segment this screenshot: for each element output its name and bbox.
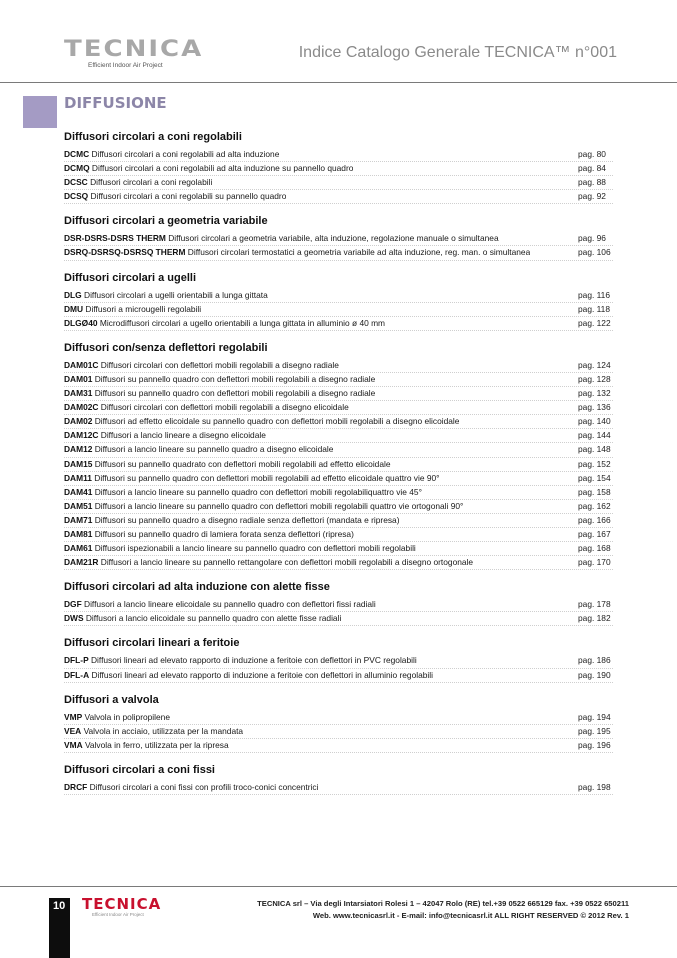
page-reference: pag. 124 <box>578 359 611 370</box>
product-description: Diffusori ispezionabili a lancio lineare su pannello quadro con deflettori mobili regolabili <box>94 543 416 554</box>
page-title: Indice Catalogo Generale TECNICA™ n°001 <box>298 44 617 61</box>
page-reference: pag. 92 <box>578 191 606 202</box>
page-reference: pag. 196 <box>578 739 611 750</box>
product-code: DCSC <box>64 177 88 188</box>
product-description: Valvola in polipropilene <box>84 711 170 722</box>
product-description: Valvola in acciaio, utilizzata per la mandata <box>83 725 244 736</box>
index-entry[interactable] <box>64 148 613 162</box>
index-entry[interactable] <box>64 528 613 542</box>
product-description: Diffusori ad effetto elicoidale su pannello quadro con deflettori mobili regolabili a disegno elicoidale <box>94 416 460 427</box>
index-entry[interactable] <box>64 246 613 260</box>
page-reference: pag. 166 <box>578 514 611 525</box>
page-reference: pag. 96 <box>578 233 606 244</box>
index-entry[interactable] <box>64 472 613 486</box>
product-code: DAM02C <box>64 402 99 413</box>
product-description: Diffusori a lancio elicoidale su pannello quadro con alette fisse radiali <box>85 613 342 624</box>
product-code: DAM02 <box>64 416 93 427</box>
group-title: Diffusori a valvola <box>64 693 159 706</box>
entry-text <box>64 246 530 259</box>
page-reference: pag. 186 <box>578 655 611 666</box>
index-entry[interactable] <box>64 669 613 683</box>
index-entry[interactable] <box>64 781 613 795</box>
group-title: Diffusori con/senza deflettori regolabili <box>64 341 268 354</box>
index-entry[interactable] <box>64 176 613 190</box>
product-code: DGF <box>64 599 82 610</box>
product-description: Diffusori a lancio lineare su pannello quadro con deflettori mobili regolabili quattro vie ortogonali 90° <box>94 500 464 511</box>
product-description: Diffusori su pannello quadro con deflettori mobili regolabili a disegno radiale <box>94 388 376 399</box>
product-code: DLGØ40 <box>64 317 98 328</box>
index-entry[interactable] <box>64 317 613 331</box>
group-title: Diffusori circolari ad alta induzione con alette fisse <box>64 581 330 594</box>
footer-logo-tagline: Efficient Indoor Air Project <box>92 912 144 917</box>
product-code: DAM01C <box>64 359 99 370</box>
product-description: Microdiffusori circolari a ugello orientabili a lunga gittata in alluminio ø 40 mm <box>99 317 386 328</box>
index-entry[interactable] <box>64 739 613 753</box>
product-code: DRCF <box>64 781 88 792</box>
page-reference: pag. 198 <box>578 781 611 792</box>
product-description: Diffusori circolari a coni regolabili su pannello quadro <box>90 191 287 202</box>
page-reference: pag. 128 <box>578 373 611 384</box>
page-reference: pag. 132 <box>578 388 611 399</box>
group-title: Diffusori circolari a coni fissi <box>64 763 215 776</box>
page-reference: pag. 88 <box>578 177 606 188</box>
index-group <box>64 692 613 753</box>
page-reference: pag. 152 <box>578 458 611 469</box>
section-title: DIFFUSIONE <box>64 94 167 112</box>
product-code: VMP <box>64 711 83 722</box>
page-reference: pag. 190 <box>578 669 611 680</box>
entry-text <box>64 401 349 414</box>
product-description: Diffusori su pannello quadro con deflettori mobili regolabili a disegno radiale <box>94 373 376 384</box>
page-reference: pag. 168 <box>578 543 611 554</box>
page-reference: pag. 178 <box>578 599 611 610</box>
entry-text <box>64 429 266 442</box>
entry-text <box>64 598 376 611</box>
page-reference: pag. 140 <box>578 416 611 427</box>
product-code: DAM15 <box>64 458 93 469</box>
entry-text <box>64 359 339 372</box>
product-description: Diffusori circolari a coni fissi con profili troco-conici concentrici <box>89 781 319 792</box>
entry-text <box>64 443 333 456</box>
product-code: DAM12 <box>64 444 93 455</box>
index-entry[interactable] <box>64 612 613 626</box>
index-entry[interactable] <box>64 486 613 500</box>
footer-contact-info <box>257 898 629 922</box>
product-description: Diffusori a lancio lineare su pannello quadro a disegno elicoidale <box>94 444 334 455</box>
product-code: DAM51 <box>64 500 93 511</box>
product-code: DSR-DSRS-DSRS THERM <box>64 233 166 244</box>
entry-text <box>64 711 170 724</box>
entry-text <box>64 458 391 471</box>
index-entry[interactable] <box>64 654 613 668</box>
product-code: DAM11 <box>64 472 92 483</box>
entry-text <box>64 317 385 330</box>
group-title: Diffusori circolari lineari a feritoie <box>64 637 240 650</box>
entry-text <box>64 148 279 161</box>
index-entry[interactable] <box>64 232 613 246</box>
index-entry[interactable] <box>64 289 613 303</box>
page-reference: pag. 170 <box>578 557 611 568</box>
entry-text <box>64 303 201 316</box>
product-description: Diffusori a lancio lineare a disegno elicoidale <box>100 430 266 441</box>
footer-address: TECNICA srl – Via degli Intarsiatori Rolesi 1 – 42047 Rolo (RE) tel.+39 0522 665129 fax. +39 0522 650211 <box>257 899 629 908</box>
index-group <box>64 270 613 331</box>
product-description: Diffusori circolari a coni regolabili ad alta induzione su pannello quadro <box>91 163 354 174</box>
product-description: Diffusori circolari con deflettori mobili regolabili a disegno radiale <box>100 359 339 370</box>
entry-text <box>64 486 422 499</box>
footer-divider <box>0 886 677 887</box>
product-code: DAM12C <box>64 430 99 441</box>
entry-text <box>64 162 353 175</box>
index-entry[interactable] <box>64 542 613 556</box>
product-description: Diffusori lineari ad elevato rapporto di induzione a feritoie con deflettori in alluminio regolabili <box>91 669 434 680</box>
product-code: DWS <box>64 613 84 624</box>
page-reference: pag. 162 <box>578 500 611 511</box>
product-code: DLG <box>64 289 82 300</box>
product-description: Diffusori su pannello quadro a disegno radiale senza deflettori (mandata e ripresa) <box>94 514 400 525</box>
index-entry[interactable] <box>64 401 613 415</box>
entry-text <box>64 739 229 752</box>
group-title: Diffusori circolari a geometria variabile <box>64 215 268 228</box>
product-description: Diffusori su pannello quadrato con deflettori mobili regolabili ad effetto elicoidale <box>94 458 391 469</box>
page-reference: pag. 144 <box>578 430 611 441</box>
index-entry[interactable] <box>64 373 613 387</box>
logo-tagline: Efficient Indoor Air Project <box>88 62 163 69</box>
product-code: DSRQ-DSRSQ-DSRSQ THERM <box>64 247 186 258</box>
entry-text <box>64 387 375 400</box>
product-description: Diffusori circolari a coni regolabili <box>90 177 213 188</box>
index-entry[interactable] <box>64 359 613 373</box>
page-reference: pag. 118 <box>578 303 610 314</box>
product-code: DFL-A <box>64 669 90 680</box>
page-reference: pag. 182 <box>578 613 611 624</box>
product-code: VMA <box>64 739 83 750</box>
product-description: Valvola in ferro, utilizzata per la ripresa <box>84 739 229 750</box>
index-entry[interactable] <box>64 190 613 204</box>
index-group <box>64 762 613 795</box>
group-title: Diffusori circolari a ugelli <box>64 271 197 284</box>
index-group <box>64 635 613 682</box>
product-code: VEA <box>64 725 82 736</box>
product-description: Diffusori a lancio lineare su pannello rettangolare con deflettori mobili regolabili a disegno ortogonale <box>100 557 474 568</box>
page-reference: pag. 80 <box>578 149 606 159</box>
product-code: DAM71 <box>64 514 93 525</box>
product-code: DCMC <box>64 149 90 159</box>
product-description: Diffusori circolari a ugelli orientabili a lunga gittata <box>84 289 268 300</box>
footer-web: Web. www.tecnicasrl.it - E-mail: info@tecnicasrl.it ALL RIGHT RESERVED © 2012 Rev. 1 <box>312 911 629 920</box>
entry-text <box>64 472 440 485</box>
entry-text <box>64 514 400 527</box>
entry-text <box>64 654 417 667</box>
entry-text <box>64 556 473 569</box>
index-entry[interactable] <box>64 443 613 457</box>
footer-page-number: 10 <box>53 900 66 912</box>
product-description: Diffusori circolari con deflettori mobili regolabili a disegno elicoidale <box>100 402 349 413</box>
product-description: Diffusori su pannello quadro di lamiera forata senza deflettori (ripresa) <box>94 528 354 539</box>
page-reference: pag. 106 <box>578 247 611 258</box>
index-entry[interactable] <box>64 303 613 317</box>
index-group <box>64 213 613 260</box>
entry-text <box>64 542 416 555</box>
footer-logo-wordmark: TECNICA <box>82 895 162 913</box>
page-reference: pag. 158 <box>578 486 611 497</box>
header-divider <box>0 82 677 83</box>
product-description: Diffusori circolari termostatici a geometria variabile ad alta induzione, reg. man. o simultanea <box>187 247 531 258</box>
page-reference: pag. 122 <box>578 317 611 328</box>
index-group <box>64 579 613 626</box>
page-reference: pag. 195 <box>578 725 611 736</box>
index-entry[interactable] <box>64 162 613 176</box>
page-reference: pag. 84 <box>578 163 606 174</box>
product-code: DAM61 <box>64 543 93 554</box>
index-entry[interactable] <box>64 458 613 472</box>
product-description: Diffusori circolari a coni regolabili ad alta induzione <box>91 149 280 159</box>
product-code: DAM31 <box>64 388 93 399</box>
product-description: Diffusori lineari ad elevato rapporto di induzione a feritoie con deflettori in PVC regolabili <box>90 655 417 666</box>
entry-text <box>64 781 318 794</box>
header-logo <box>64 38 203 69</box>
product-code: DCMQ <box>64 163 90 174</box>
product-code: DCSQ <box>64 191 89 202</box>
entry-text <box>64 176 212 189</box>
index-entry[interactable] <box>64 598 613 612</box>
page-reference: pag. 154 <box>578 472 611 483</box>
product-code: DMU <box>64 303 84 314</box>
index-entry[interactable] <box>64 556 613 570</box>
group-title: Diffusori circolari a coni regolabili <box>64 131 242 143</box>
product-description: Diffusori a microugelli regolabili <box>85 303 202 314</box>
index-entry[interactable] <box>64 429 613 443</box>
entry-text <box>64 725 243 738</box>
entry-text <box>64 415 459 428</box>
product-code: DAM81 <box>64 528 93 539</box>
entry-text <box>64 190 286 203</box>
product-code: DAM01 <box>64 373 93 384</box>
section-color-marker <box>23 96 57 128</box>
page-reference: pag. 116 <box>578 289 610 300</box>
index-entry[interactable] <box>64 725 613 739</box>
index-entry[interactable] <box>64 514 613 528</box>
page-reference: pag. 194 <box>578 711 611 722</box>
footer-logo <box>82 896 161 917</box>
product-description: Diffusori su pannello quadro con deflettori mobili regolabili ad effetto elicoidale quattro vie 90° <box>94 472 440 483</box>
entry-text <box>64 289 268 302</box>
product-code: DFL-P <box>64 655 89 666</box>
index-entry[interactable] <box>64 387 613 401</box>
index-entry[interactable] <box>64 415 613 429</box>
logo-wordmark: TECNICA <box>64 36 204 62</box>
entry-text <box>64 612 341 625</box>
entry-text <box>64 669 433 682</box>
entry-text <box>64 232 499 245</box>
index-entry[interactable] <box>64 500 613 514</box>
page-reference: pag. 148 <box>578 444 611 455</box>
index-list <box>64 124 613 795</box>
index-entry[interactable] <box>64 711 613 725</box>
entry-text <box>64 500 463 513</box>
entry-text <box>64 373 375 386</box>
product-code: DAM21R <box>64 557 99 568</box>
product-description: Diffusori circolari a geometria variabile, alta induzione, regolazione manuale o simultanea <box>168 233 499 244</box>
entry-text <box>64 528 354 541</box>
product-description: Diffusori a lancio lineare elicoidale su pannello quadro con deflettori fissi radiali <box>84 599 376 610</box>
product-code: DAM41 <box>64 486 93 497</box>
product-description: Diffusori a lancio lineare su pannello quadro con deflettori mobili regolabiliquattro vie 45° <box>94 486 422 497</box>
index-group <box>64 340 613 570</box>
page-reference: pag. 136 <box>578 402 611 413</box>
page-reference: pag. 167 <box>578 528 611 539</box>
index-group <box>64 129 613 204</box>
